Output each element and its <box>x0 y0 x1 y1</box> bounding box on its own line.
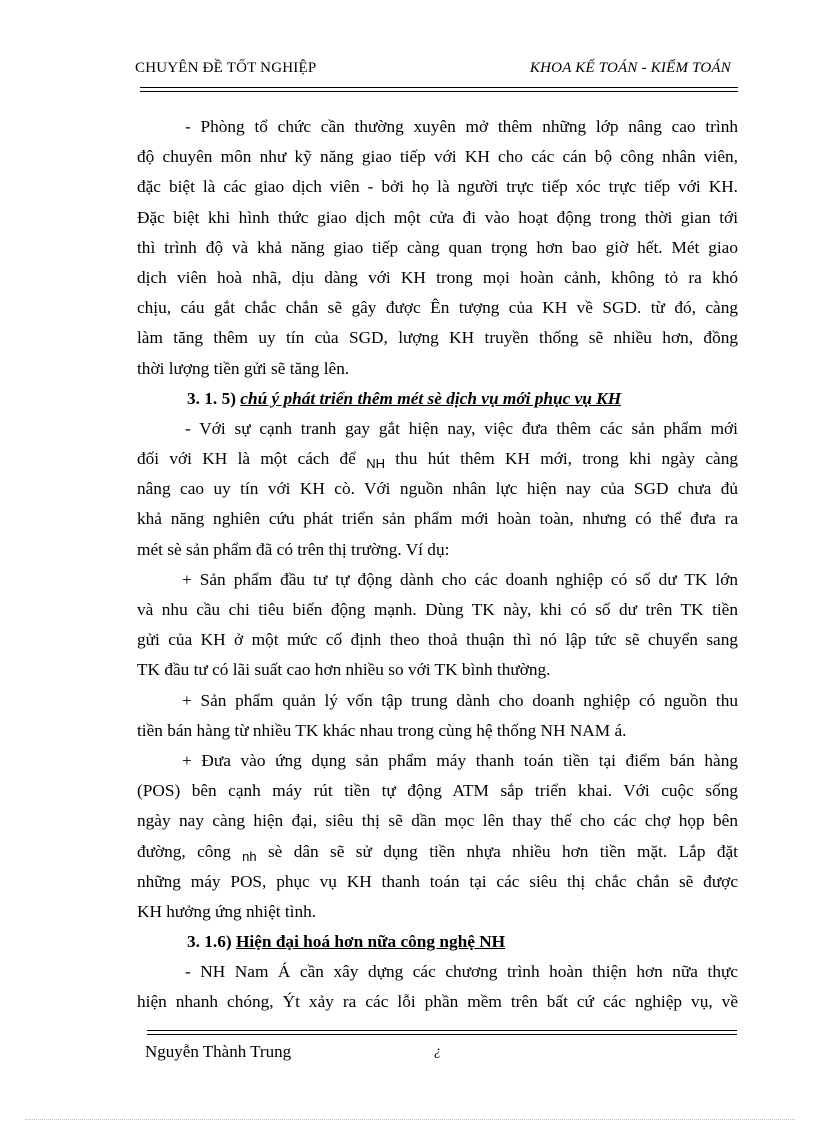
header-rule-thin <box>140 91 738 92</box>
body-text: đối với KH là một cách để <box>137 449 356 469</box>
body-line: mét sè sản phẩm đã có trên thị trường. Ví dụ: <box>137 539 450 559</box>
section-heading-3-1-6 <box>137 927 738 957</box>
body-line: đặc biệt là các giao dịch viên - bởi họ là người trực tiếp xóc trực tiếp với KH. <box>137 177 738 197</box>
body-line: - Với sự cạnh tranh gay gắt hiện nay, việc đưa thêm các sản phẩm mới <box>185 418 738 438</box>
body-line: + Sản phẩm quản lý vốn tập trung dành cho doanh nghiệp có nguồn thu <box>182 690 738 710</box>
body-line: ngày nay càng hiện đại, siêu thị sẽ dần mọc lên thay thế cho các chợ họp bên <box>137 811 738 831</box>
page-edge-dotted-line <box>25 1119 795 1120</box>
body-line: + Đưa vào ứng dụng sản phẩm máy thanh toán tiền tại điểm bán hàng <box>182 750 738 770</box>
body-line <box>137 837 738 867</box>
body-line: nâng cao uy tín với KH cò. Với nguồn nhân lực hiện nay của SGD chưa đủ <box>137 479 738 499</box>
body-line: KH hưởng ứng nhiệt tình. <box>137 901 317 921</box>
footer-rule-thin <box>147 1034 737 1035</box>
body-line: TK đầu tư có lãi suất cao hơn nhiều so với TK bình thường. <box>137 660 551 680</box>
footer-rule <box>147 1030 737 1031</box>
inline-small-text: nh <box>242 848 257 864</box>
section-title: Hiện đại hoá hơn nữa công nghệ NH <box>235 932 506 952</box>
body-line: khả năng nghiên cứu phát triển sản phẩm mới hoàn toàn, nhưng có thể đưa ra <box>137 509 738 529</box>
body-line: hiện nhanh chóng, Ýt xảy ra các lỗi phần mềm trên bất cứ các nghiệp vụ, về <box>137 992 738 1012</box>
body-line: dịch viên hoà nhã, dịu dàng với KH trong mọi hoàn cảnh, không tỏ ra khó <box>137 267 738 287</box>
body-line: thời lượng tiền gửi sẽ tăng lên. <box>137 358 350 378</box>
body-line: - Phòng tổ chức cần thường xuyên mở thêm những lớp nâng cao trình <box>185 117 738 136</box>
document-body <box>137 112 738 1018</box>
body-line <box>137 444 738 474</box>
body-line: gửi của KH ở một mức cố định theo thoả thuận thì nó lập tức sẽ chuyển sang <box>137 630 738 650</box>
body-text: đường, công <box>137 841 231 861</box>
body-text: sè dân sẽ sử dụng tiền nhựa nhiều hơn tiền mặt. Lắp đặt <box>267 841 738 861</box>
body-line: làm tăng thêm uy tín của SGD, lượng KH truyền thống sẽ nhiều hơn, đồng <box>137 328 738 348</box>
header-right-title: KHOA KẾ TOÁN - KIỂM TOÁN <box>529 60 731 76</box>
footer-author: Nguyễn Thành Trung <box>145 1042 292 1061</box>
body-line: những máy POS, phục vụ KH thanh toán tại các siêu thị chắc chắn sẽ được <box>137 871 738 891</box>
page-header <box>135 60 731 82</box>
header-rule <box>140 87 738 88</box>
body-line: độ chuyên môn như kỹ năng giao tiếp với KH cho các cán bộ công nhân viên, <box>137 147 738 167</box>
inline-small-text: NH <box>366 456 385 472</box>
body-line: (POS) bên cạnh máy rút tiền tự động ATM sắp triển khai. Với cuộc sống <box>137 781 738 801</box>
body-line: Đặc biệt khi hình thức giao dịch một cửa đi vào hoạt động trong thời gian tới <box>137 207 738 227</box>
page-number: ¿ <box>434 1044 441 1059</box>
body-line: tiền bán hàng từ nhiều TK khác nhau trong cùng hệ thống NH NAM á. <box>137 720 627 740</box>
body-line: - NH Nam Á cần xây dựng các chương trình hoàn thiện hơn nữa thực <box>185 962 738 982</box>
body-line: thì trình độ và khả năng giao tiếp càng quan trọng hơn bao giờ hết. Mét giao <box>137 237 738 257</box>
section-number: 3. 1.6) <box>187 932 232 952</box>
section-number: 3. 1. 5) <box>187 388 236 408</box>
body-line: và nhu cầu chi tiêu biến động mạnh. Dùng TK này, khi có số dư trên TK tiền <box>137 600 738 619</box>
body-line: chịu, cáu gắt chắc chắn sẽ gây được Ên tượng của KH về SGD. từ đó, càng <box>137 298 738 318</box>
section-heading-3-1-5 <box>137 384 738 414</box>
section-title: chú ý phát triển thêm mét sè dịch vụ mới phục vụ KH <box>240 388 622 408</box>
header-left-title: CHUYÊN ĐỀ TỐT NGHIỆP <box>135 60 317 76</box>
body-text: thu hút thêm KH mới, trong khi ngày càng <box>395 449 738 469</box>
body-line: + Sản phẩm đầu tư tự động dành cho các doanh nghiệp có số dư TK lớn <box>182 569 738 589</box>
